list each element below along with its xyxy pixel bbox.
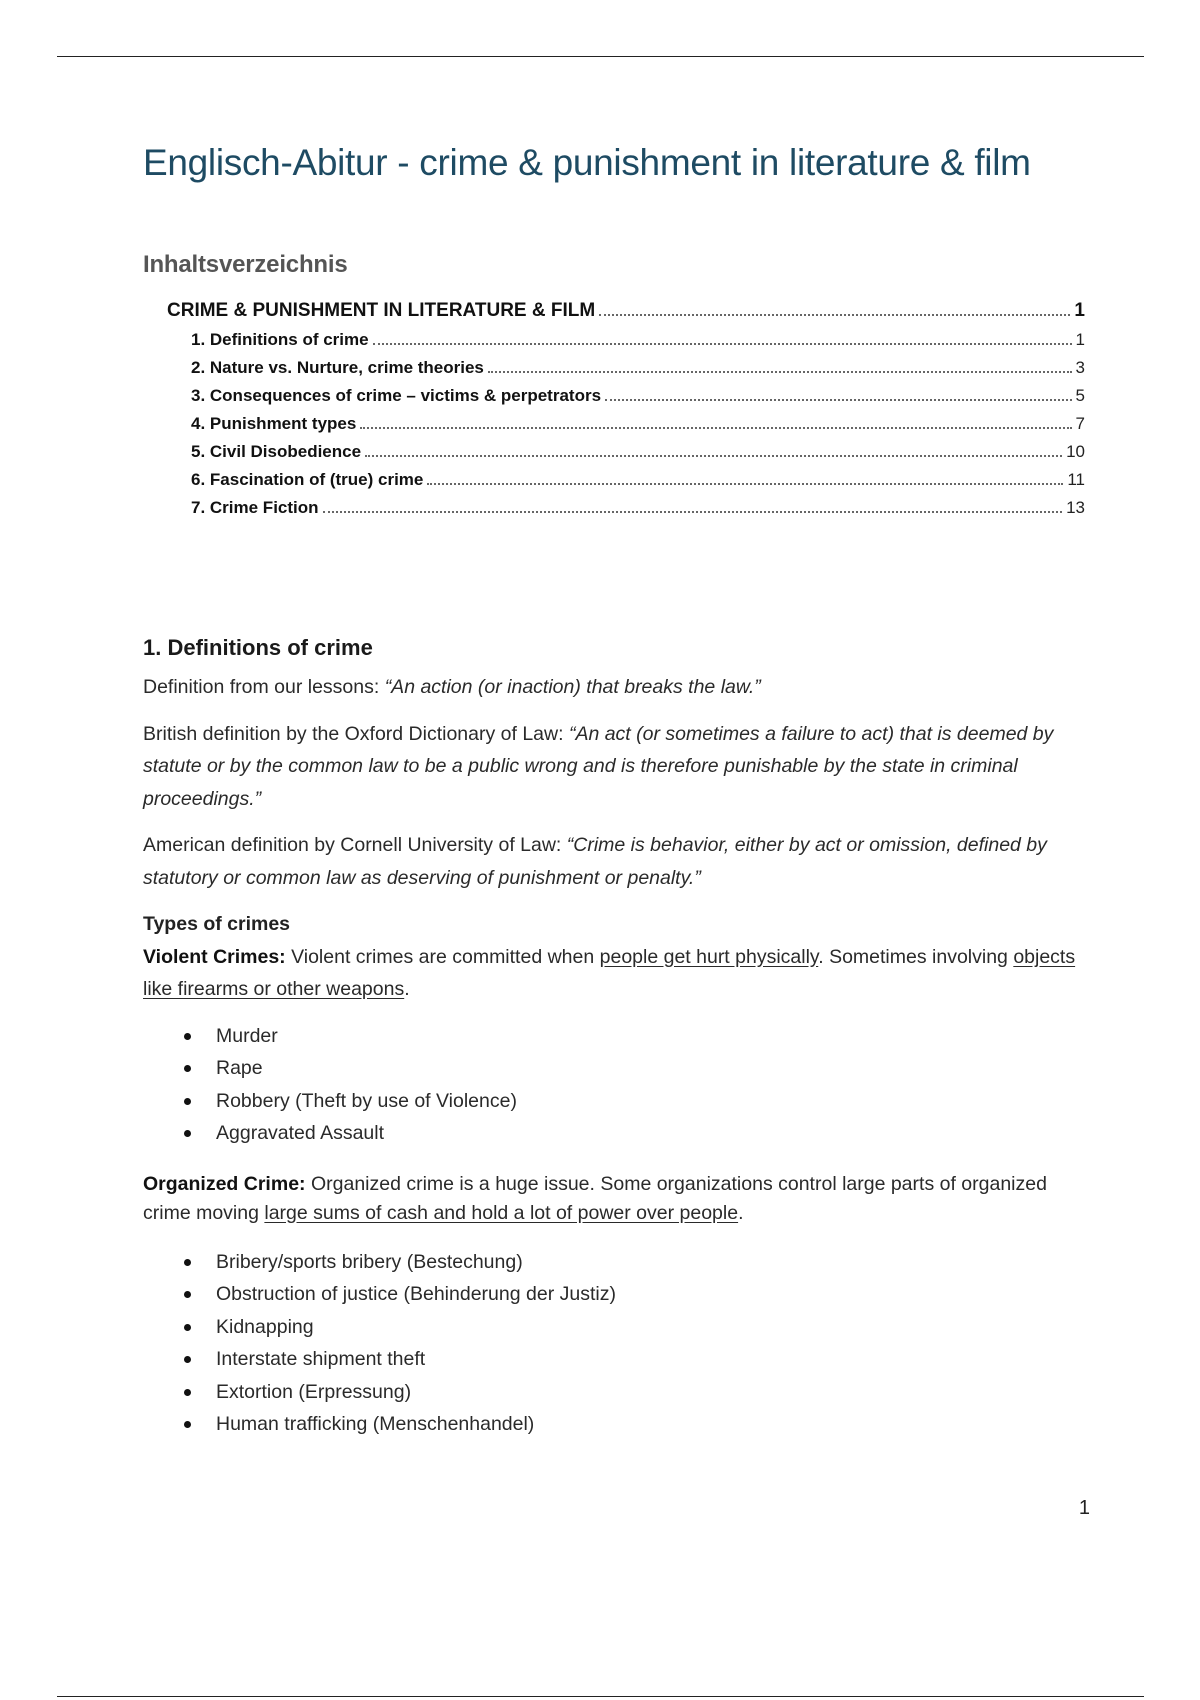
toc-entry-label: 5. Civil Disobedience xyxy=(191,442,362,461)
toc-dot-leader xyxy=(365,455,1062,457)
toc-entry-label: 7. Crime Fiction xyxy=(191,498,319,517)
paragraph-text: . xyxy=(738,1201,744,1224)
toc-entry-label: 3. Consequences of crime – victims & perpetrators xyxy=(191,386,602,405)
list-item: Interstate shipment theft xyxy=(143,1343,1083,1376)
toc-entry-label: 6. Fascination of (true) crime xyxy=(191,470,424,489)
definition-intro: American definition by Cornell University of Law: xyxy=(143,834,567,856)
toc-entry-label: 1. Definitions of crime xyxy=(191,330,369,349)
paragraph-text: . Sometimes involving xyxy=(818,945,1014,968)
toc-entry-page: 3 xyxy=(1075,358,1085,377)
section-definitions-of-crime xyxy=(143,632,1083,1461)
definition-quote: “An action (or inaction) that breaks the law.” xyxy=(384,676,761,698)
page-bottom-rule xyxy=(57,1696,1144,1697)
toc-dot-leader xyxy=(488,371,1072,373)
toc-entry[interactable] xyxy=(143,470,1085,498)
page-number: 1 xyxy=(1078,1497,1090,1519)
toc-dot-leader xyxy=(427,483,1063,485)
toc-entry-label: CRIME & PUNISHMENT IN LITERATURE & FILM xyxy=(167,300,596,321)
definition-british xyxy=(143,718,1083,816)
toc-entry[interactable] xyxy=(143,498,1085,526)
toc-entry-page: 10 xyxy=(1066,442,1085,461)
toc-entry-page: 11 xyxy=(1067,470,1085,489)
toc-dot-leader xyxy=(360,427,1071,429)
toc-heading: Inhaltsverzeichnis xyxy=(143,251,348,278)
types-of-crimes-subheading: Types of crimes xyxy=(143,913,291,935)
definition-lessons xyxy=(143,671,1083,704)
list-item: Extortion (Erpressung) xyxy=(143,1376,1083,1409)
violent-crimes-paragraph xyxy=(143,908,1083,1006)
list-item: Obstruction of justice (Behinderung der Justiz) xyxy=(143,1278,1083,1311)
list-item: Human trafficking (Menschenhandel) xyxy=(143,1408,1083,1441)
definition-quote: “An act (or sometimes a failure to act) that is deemed by statute or by the common law to be a public wrong and is therefore punishable by the state in criminal proceedings.” xyxy=(143,722,1054,810)
underlined-phrase: large sums of cash and hold a lot of power over people xyxy=(264,1201,739,1224)
toc-entry[interactable] xyxy=(143,414,1085,442)
list-item: Murder xyxy=(143,1020,1083,1053)
list-item: Kidnapping xyxy=(143,1311,1083,1344)
violent-crimes-label: Violent Crimes: xyxy=(143,945,286,968)
toc-entry-page: 1 xyxy=(1074,300,1085,321)
underlined-phrase: people get hurt physically xyxy=(599,945,819,968)
organized-crime-paragraph xyxy=(143,1170,1083,1228)
toc-dot-leader xyxy=(323,511,1063,513)
violent-crimes-list xyxy=(143,1020,1083,1150)
underlined-phrase: objects like firearms or other weapons xyxy=(143,945,1076,1000)
definition-intro: Definition from our lessons: xyxy=(143,676,385,698)
toc-dot-leader xyxy=(373,343,1072,345)
page-top-rule xyxy=(57,56,1144,57)
list-item: Aggravated Assault xyxy=(143,1117,1083,1150)
paragraph-text: Organized crime is a huge issue. Some organizations control large parts of organized crime moving xyxy=(143,1172,1047,1224)
list-item: Bribery/sports bribery (Bestechung) xyxy=(143,1246,1083,1279)
toc-dot-leader xyxy=(605,399,1071,401)
toc-entry-label: 2. Nature vs. Nurture, crime theories xyxy=(191,358,484,377)
table-of-contents xyxy=(143,300,1085,526)
organized-crime-label: Organized Crime: xyxy=(143,1172,306,1195)
section-heading: 1. Definitions of crime xyxy=(143,635,373,660)
document-title: Englisch-Abitur - crime & punishment in literature & film xyxy=(143,142,1031,183)
definition-quote: “Crime is behavior, either by act or omission, defined by statutory or common law as deserving of punishment or penalty.” xyxy=(143,834,1047,889)
toc-entry-label: 4. Punishment types xyxy=(191,414,357,433)
definition-american xyxy=(143,829,1083,894)
toc-entry[interactable] xyxy=(143,442,1085,470)
list-item: Robbery (Theft by use of Violence) xyxy=(143,1085,1083,1118)
toc-entry-page: 5 xyxy=(1075,386,1085,405)
toc-entry[interactable] xyxy=(143,386,1085,414)
organized-crime-list xyxy=(143,1246,1083,1441)
list-item: Rape xyxy=(143,1052,1083,1085)
definition-intro: British definition by the Oxford Dictionary of Law: xyxy=(143,722,569,745)
paragraph-text: . xyxy=(404,978,410,1000)
paragraph-text: Violent crimes are committed when xyxy=(285,945,600,968)
toc-entry[interactable] xyxy=(143,358,1085,386)
toc-main-entry[interactable] xyxy=(143,300,1085,330)
toc-entry[interactable] xyxy=(143,330,1085,358)
toc-entry-page: 13 xyxy=(1066,498,1085,517)
toc-dot-leader xyxy=(599,314,1070,316)
toc-entry-page: 7 xyxy=(1075,414,1085,433)
toc-entry-page: 1 xyxy=(1075,330,1085,349)
